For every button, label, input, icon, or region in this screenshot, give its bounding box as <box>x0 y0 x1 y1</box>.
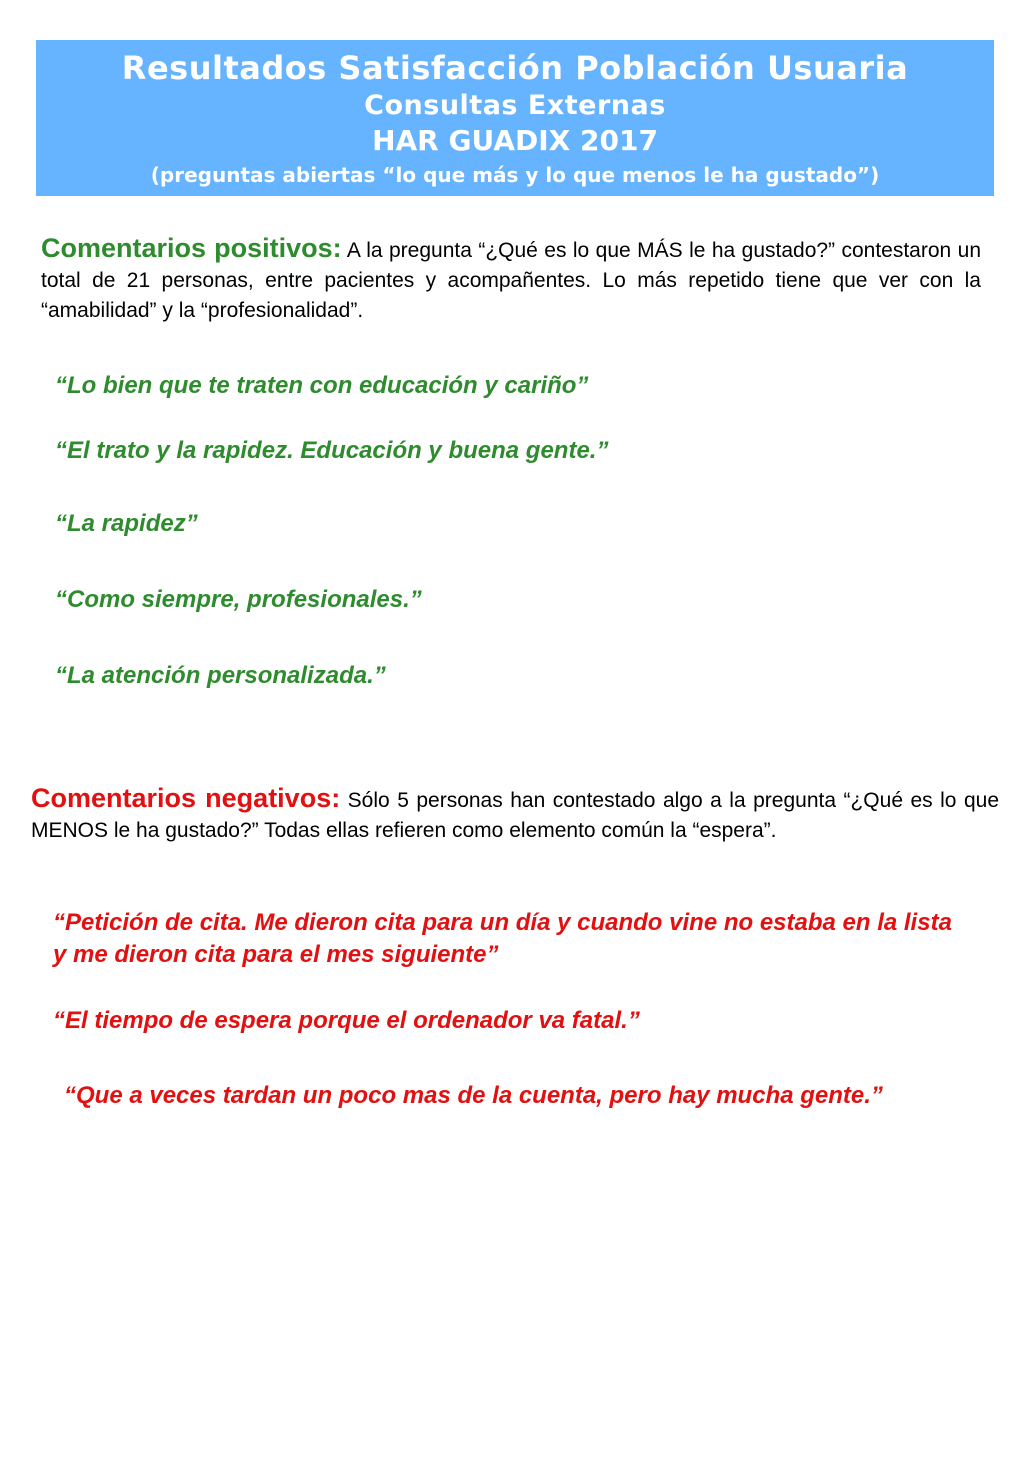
title-banner <box>36 40 994 196</box>
positive-heading: Comentarios positivos: <box>41 233 342 263</box>
positive-quote: “La rapidez” <box>55 510 198 537</box>
positive-intro-text: A la pregunta “¿Qué es lo que MÁS le ha gustado?” contestaron un total de 21 personas, entre pacientes y acompañentes. Lo más repetido tiene que ver con la “amabilidad” y la “profesionalidad”. <box>41 239 982 322</box>
negative-quote: “El tiempo de espera porque el ordenador va fatal.” <box>53 1007 640 1034</box>
negative-quote: “Petición de cita. Me dieron cita para un día y cuando vine no estaba en la lista y me dieron cita para el mes siguiente” <box>53 909 952 968</box>
positive-comments-intro <box>41 233 981 326</box>
negative-comments-intro <box>31 783 999 846</box>
positive-quote: “Lo bien que te traten con educación y cariño” <box>55 372 589 399</box>
page-title: Resultados Satisfacción Población Usuaria <box>121 49 909 87</box>
negative-heading: Comentarios negativos: <box>31 783 341 813</box>
positive-quote: “La atención personalizada.” <box>55 662 386 689</box>
header-note: (preguntas abiertas “lo que más y lo que menos le ha gustado”) <box>150 163 880 187</box>
page-subtitle: Consultas Externas <box>364 90 666 121</box>
center-name: HAR GUADIX 2017 <box>372 124 658 157</box>
negative-quote: “Que a veces tardan un poco mas de la cuenta, pero hay mucha gente.” <box>64 1082 883 1109</box>
positive-quote: “El trato y la rapidez. Educación y buena gente.” <box>55 437 609 464</box>
positive-quote: “Como siempre, profesionales.” <box>55 586 422 613</box>
negative-intro-text: Sólo 5 personas han contestado algo a la pregunta “¿Qué es lo que MENOS le ha gustado?” Todas ellas refieren como elemento común la “espera”. <box>31 789 999 842</box>
